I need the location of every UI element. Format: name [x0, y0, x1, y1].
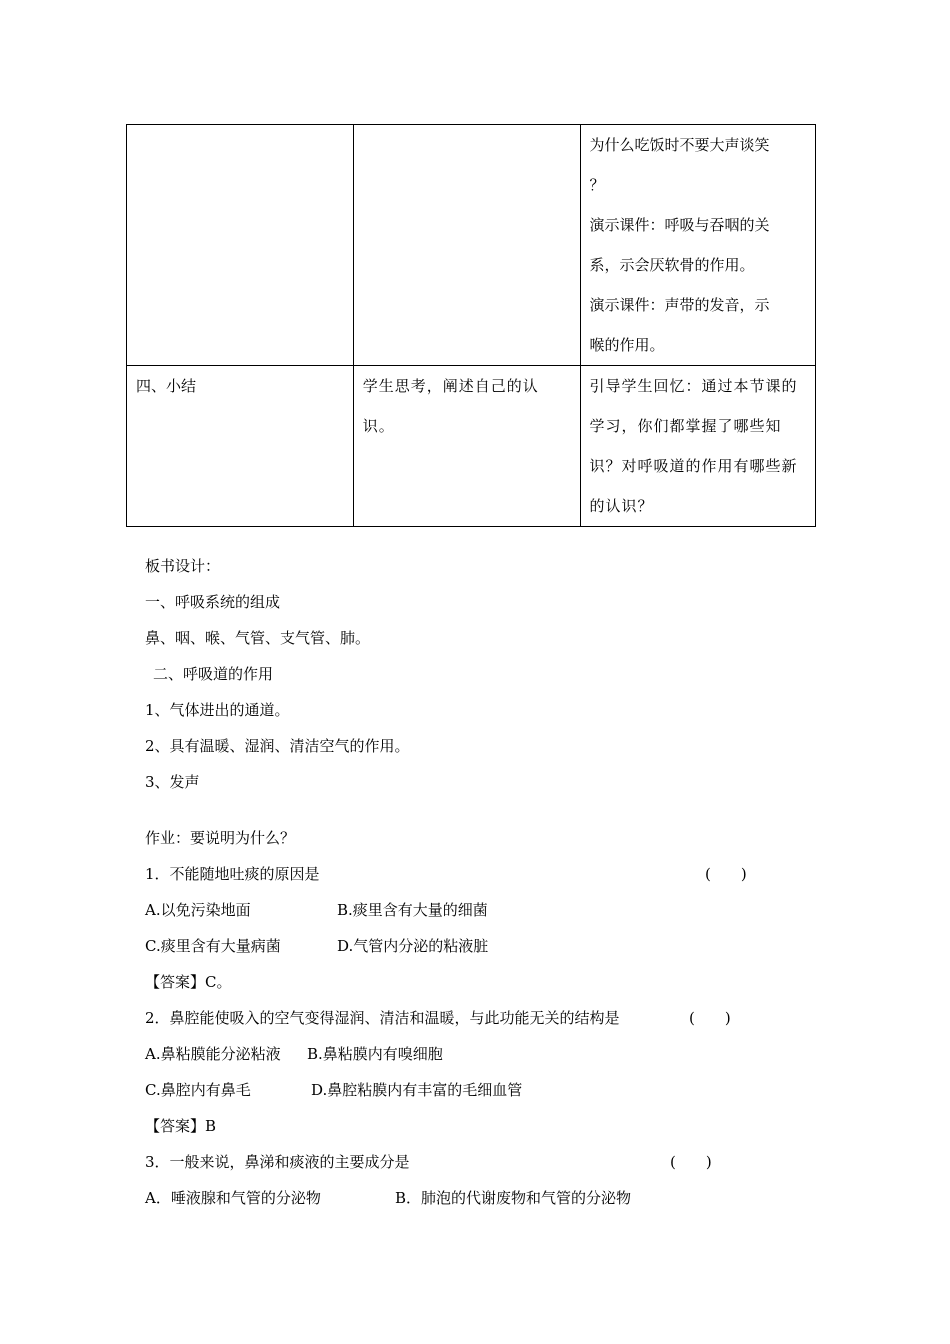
board-organs: 鼻、咽、喉、气管、支气管、肺。 — [145, 629, 371, 647]
option-a: A.鼻粘膜能分泌粘液 — [145, 1045, 281, 1063]
table-row — [127, 125, 816, 366]
board-item-3: 3、发声 — [145, 773, 200, 791]
table-cell-teacher: 引导学生回忆：通过本节课的学习，你们都掌握了哪些知识？对呼吸道的作用有哪些新的认识？ — [580, 366, 816, 527]
option-b: B．肺泡的代谢废物和气管的分泌物 — [395, 1189, 632, 1207]
question-1-options-cd — [145, 928, 825, 964]
homework-title: 作业：要说明为什么？ — [145, 829, 296, 847]
answer-parens: ( ) — [689, 1009, 731, 1027]
board-item-1: 1、气体进出的通道。 — [145, 701, 290, 719]
question-1 — [145, 856, 825, 892]
answer-parens: ( ) — [705, 865, 747, 883]
table-cell-student: 学生思考，阐述自己的认识。 — [353, 366, 580, 527]
question-2 — [145, 1000, 825, 1036]
cell-line: ？ — [589, 176, 605, 194]
question-stem: 3．一般来说，鼻涕和痰液的主要成分是 — [145, 1153, 410, 1171]
question-3-options-ab — [145, 1180, 825, 1216]
question-stem: 2．鼻腔能使吸入的空气变得湿润、清洁和温暖，与此功能无关的结构是 — [145, 1009, 620, 1027]
question-1-options-ab — [145, 892, 825, 928]
option-c: C.鼻腔内有鼻毛 — [145, 1081, 251, 1099]
cell-line: 演示课件：呼吸与吞咽的关 — [589, 216, 770, 234]
board-section-2: 二、呼吸道的作用 — [153, 665, 274, 683]
lesson-table — [126, 124, 816, 527]
option-b: B.鼻粘膜内有嗅细胞 — [307, 1045, 443, 1063]
table-cell-stage: 四、小结 — [127, 366, 354, 527]
answer-parens: ( ) — [670, 1153, 712, 1171]
cell-line: 为什么吃饭时不要大声谈笑 — [589, 136, 770, 154]
option-b: B.痰里含有大量的细菌 — [337, 901, 488, 919]
option-a: A.以免污染地面 — [145, 901, 251, 919]
cell-line: 演示课件：声带的发音，示 — [589, 296, 770, 314]
board-section-1: 一、呼吸系统的组成 — [145, 593, 281, 611]
board-item-2: 2、具有温暖、湿润、清洁空气的作用。 — [145, 737, 410, 755]
answer: 【答案】C。 — [145, 973, 232, 991]
table-cell-teacher — [580, 125, 816, 366]
board-title: 板书设计： — [145, 557, 221, 575]
answer: 【答案】B — [145, 1117, 217, 1135]
cell-line: 喉的作用。 — [589, 336, 665, 354]
question-2-options-ab — [145, 1036, 825, 1072]
question-stem: 1．不能随地吐痰的原因是 — [145, 865, 320, 883]
option-c: C.痰里含有大量病菌 — [145, 937, 281, 955]
table-cell-stage — [127, 125, 354, 366]
table-cell-student — [353, 125, 580, 366]
body-text — [145, 548, 825, 1216]
table-row — [127, 366, 816, 527]
option-a: A．唾液腺和气管的分泌物 — [145, 1189, 321, 1207]
question-2-options-cd — [145, 1072, 825, 1108]
cell-line: 系，示会厌软骨的作用。 — [589, 256, 755, 274]
question-3 — [145, 1144, 825, 1180]
option-d: D.气管内分泌的粘液脏 — [337, 937, 489, 955]
option-d: D.鼻腔粘膜内有丰富的毛细血管 — [311, 1081, 523, 1099]
